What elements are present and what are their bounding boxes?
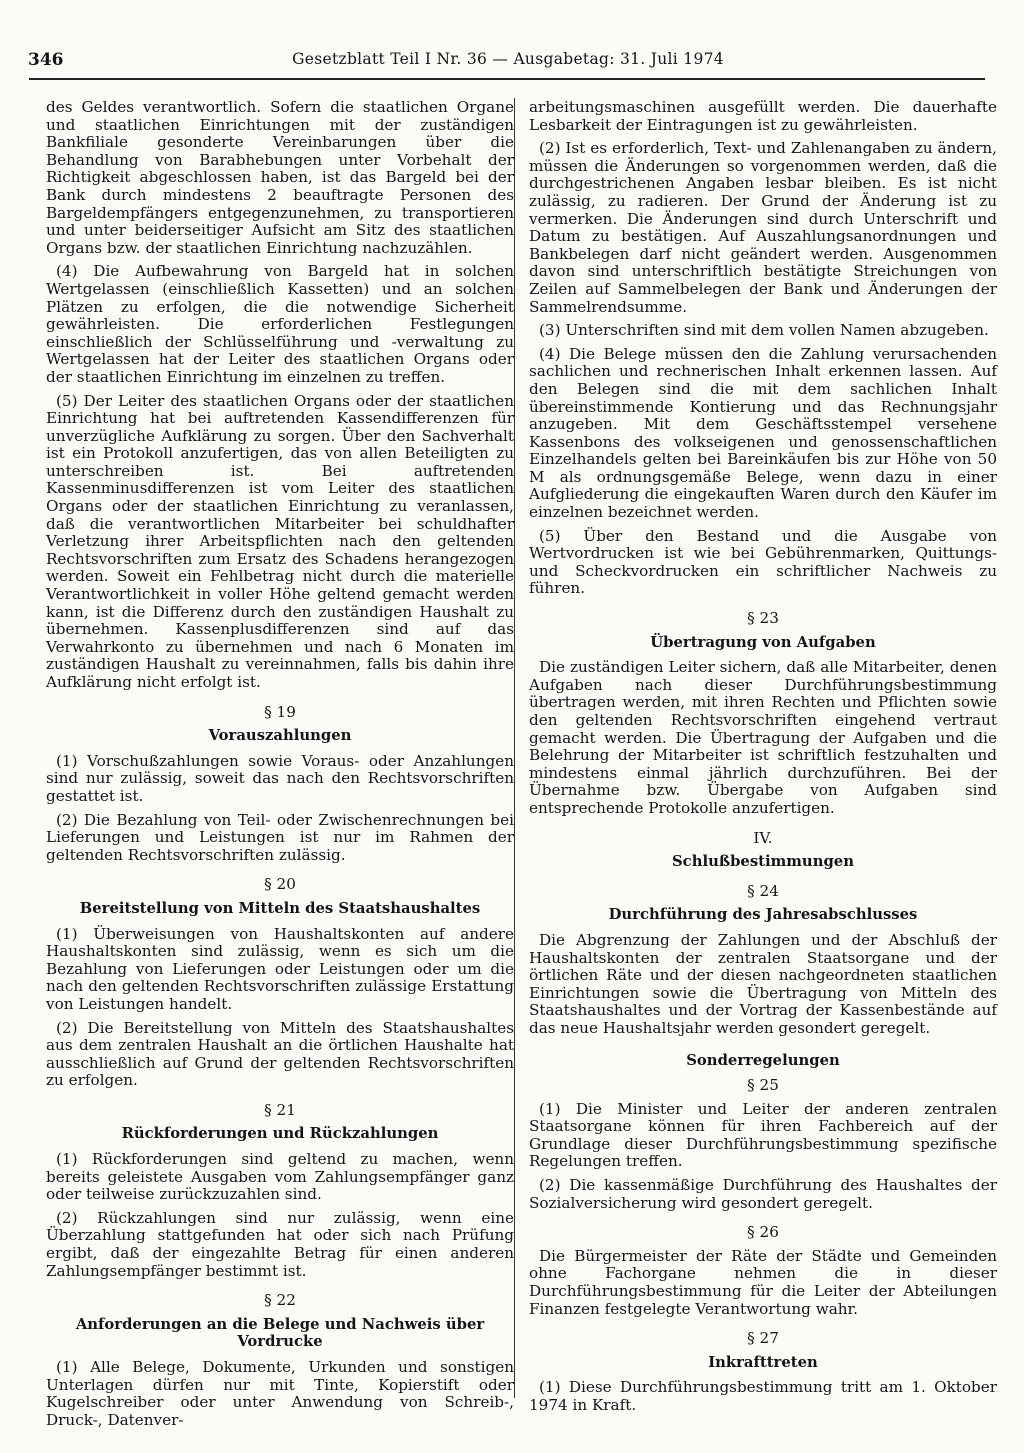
section-number: § 27: [747, 1329, 779, 1348]
paragraph: (1) Vorschußzahlungen sowie Voraus- oder Anzahlungen sind nur zulässig, soweit das nach den Rechtsvorschriften gestattet ist.: [46, 751, 514, 805]
section-number: § 24: [747, 881, 779, 900]
paragraph: (4) Die Belege müssen den die Zahlung verursachenden sachlichen und rechnerischen Inhalt erkennen lassen. Auf den Belegen sind die mit dem sachlichen Inhalt übereinstimmende Kontierung und das Rechnungsjahr anzugeben. Mit dem Geschäftsstempel versehene Kassenbons des volkseigenen und genossenschaftlichen Einzelhandels gelten bei Bareinkäufen bis zur Höhe von 50 M als ordnungsgemäße Belege, wenn dazu in einer Aufgliederung die eingekauften Waren durch den Käufer im einzelnen bezeichnet werden.: [529, 344, 997, 522]
paragraph: (2) Die Bereitstellung von Mitteln des Staatshaushaltes aus dem zentralen Haushalt an die örtlichen Haushalte hat ausschließlich auf Grund der geltenden Rechtsvorschriften zu erfolgen.: [46, 1018, 514, 1090]
page-header: [28, 50, 988, 74]
paragraph: (1) Überweisungen von Haushaltskonten auf andere Haushaltskonten sind zulässig, wenn es sich um die Bezahlung von Lieferungen oder Leistungen oder um die nach den geltenden Rechtsvorschriften zulässige Erstattung von Leistungen handelt.: [46, 924, 514, 1013]
section-number: § 26: [747, 1223, 779, 1242]
column-divider: [514, 98, 515, 1398]
paragraph: (5) Über den Bestand und die Ausgabe von Wertvordrucken ist wie bei Gebührenmarken, Quittungs- und Scheckvordrucken ein schriftlicher Nachweis zu führen.: [529, 526, 997, 598]
paragraph: (1) Alle Belege, Dokumente, Urkunden und sonstigen Unterlagen dürfen nur mit Tinte, Kopierstift oder Kugelschreiber oder unter Anwendung von Schreib-, Druck-, Datenver-: [46, 1358, 514, 1429]
paragraph: (5) Der Leiter des staatlichen Organs oder der staatlichen Einrichtung hat bei auftretenden Kassendifferenzen für unverzügliche Aufklärung zu sorgen. Über den Sachverhalt ist ein Protokoll anzufertigen, das von allen Beteiligten zu unterschreiben ist. Bei auftretenden Kassenminusdifferenzen ist vom Leiter des staatlichen Organs oder der staatlichen Einrichtung zu veranlassen, daß die verantwortlichen Mitarbeiter bei schuldhafter Verletzung ihrer Arbeitspflichten nach den geltenden Rechtsvorschriften zum Ersatz des Schadens herangezogen werden. Soweit ein Fehlbetrag nicht durch die materielle Verantwortlichkeit in voller Höhe geltend gemacht werden kann, ist die Differenz durch den zuständigen Haushalt zu übernehmen. Kassenplusdifferenzen sind auf das Verwahrkonto zu übernehmen und nach 6 Monaten im zuständigen Haushalt zu vereinnahmen, falls bis dahin ihre Aufklärung nicht erfolgt ist.: [46, 391, 514, 691]
page-number: 346: [28, 50, 64, 70]
section-number: § 19: [264, 702, 296, 721]
left-column: [46, 99, 514, 1435]
section-title: Rückforderungen und Rückzahlungen: [121, 1125, 439, 1143]
paragraph: (2) Rückzahlungen sind nur zulässig, wenn eine Überzahlung stattgefunden hat oder sich nach Prüfung ergibt, daß der eingezahlte Betrag für einen anderen Zahlungsempfänger bestimmt ist.: [46, 1208, 514, 1280]
section-title: Übertragung von Aufgaben: [650, 633, 876, 651]
section-title: Anforderungen an die Belege und Nachweis über Vordrucke: [75, 1315, 485, 1351]
right-column: [529, 99, 997, 1421]
section-title: Vorauszahlungen: [208, 727, 352, 745]
paragraph: (1) Rückforderungen sind geltend zu machen, wenn bereits geleistete Ausgaben vom Zahlungsempfänger ganz oder teilweise zurückzuzahlen sind.: [46, 1150, 514, 1204]
paragraph: (1) Die Minister und Leiter der anderen zentralen Staatsorgane können für ihren Fachbereich auf der Grundlage dieser Durchführungsbestimmung spezifische Regelungen treffen.: [529, 1099, 997, 1171]
running-head: Gesetzblatt Teil I Nr. 36 — Ausgabetag: 31. Juli 1974: [292, 50, 724, 68]
paragraph: (2) Die kassenmäßige Durchführung des Haushaltes der Sozialversicherung wird gesondert geregelt.: [529, 1176, 997, 1212]
paragraph: Die Bürgermeister der Räte der Städte und Gemeinden ohne Fachorgane nehmen die in dieser Durchführungsbestimmung für die Leiter der Abteilungen Finanzen festgelegte Verantwortung wahr.: [529, 1246, 997, 1318]
section-number: § 20: [264, 875, 296, 894]
section-title: Durchführung des Jahresabschlusses: [608, 906, 918, 924]
header-rule: [29, 78, 985, 80]
paragraph: (4) Die Aufbewahrung von Bargeld hat in solchen Wertgelassen (einschließlich Kassetten) und an solchen Plätzen zu erfolgen, die die notwendige Sicherheit gewährleisten. Die erforderlichen Festlegungen einschließlich der Schlüsselführung und -verwaltung zu Wertgelassen hat der Leiter des staatlichen Organs oder der staatlichen Einrichtung im einzelnen zu treffen.: [46, 262, 514, 386]
paragraph: des Geldes verantwortlich. Sofern die staatlichen Organe und staatlichen Einrichtungen mit der zuständigen Bankfiliale gesonderte Vereinbarungen über die Behandlung von Barabhebungen unter Vorbehalt der Richtigkeit abgeschlossen haben, ist das Bargeld bei der Bank durch mindestens 2 beauftragte Personen des Bargeldempfängers entgegenzunehmen, zu transportieren und unter beiderseitiger Aufsicht am Sitz des staatlichen Organs bzw. der staatlichen Einrichtung nachzuzählen.: [46, 98, 514, 257]
section-number: § 23: [747, 609, 779, 628]
section-title: Sonderregelungen: [686, 1051, 840, 1069]
paragraph: (2) Ist es erforderlich, Text- und Zahlenangaben zu ändern, müssen die Änderungen so vorgenommen werden, daß die durchgestrichenen Angaben lesbar bleiben. Es ist nicht zulässig, zu radieren. Der Grund der Änderung ist zu vermerken. Die Änderungen sind durch Unterschrift und Datum zu bestätigen. Auf Auszahlungsanordnungen und Bankbelegen darf nicht geändert werden. Ausgenommen davon sind unterschriftlich bestätigte Streichungen von Zeilen auf Sammelbelegen der Bank und Änderungen der Sammelrendsumme.: [529, 139, 997, 316]
section-title: Bereitstellung von Mitteln des Staatshaushaltes: [79, 899, 481, 917]
part-title: Schlußbestimmungen: [672, 853, 854, 871]
section-number: § 21: [264, 1100, 296, 1119]
paragraph: (1) Diese Durchführungsbestimmung tritt am 1. Oktober 1974 in Kraft.: [529, 1378, 997, 1414]
section-title: Inkrafttreten: [708, 1353, 818, 1371]
paragraph: Die zuständigen Leiter sichern, daß alle Mitarbeiter, denen Aufgaben nach dieser Durchführungsbestimmung übertragen werden, mit ihren Rechten und Pflichten sowie den geltenden Rechtsvorschriften eingehend vertraut gemacht werden. Die Übertragung der Aufgaben und die Belehrung der Mitarbeiter ist schriftlich festzuhalten und mindestens einmal jährlich durchzuführen. Bei der Übernahme bzw. Übergabe von Aufgaben sind entsprechende Protokolle anzufertigen.: [529, 658, 997, 817]
part-number: IV.: [753, 828, 773, 847]
paragraph: arbeitungsmaschinen ausgefüllt werden. Die dauerhafte Lesbarkeit der Eintragungen ist zu gewährleisten.: [529, 98, 997, 134]
paragraph: (2) Die Bezahlung von Teil- oder Zwischenrechnungen bei Lieferungen und Leistungen ist nur im Rahmen der geltenden Rechtsvorschriften zulässig.: [46, 810, 514, 864]
paragraph: (3) Unterschriften sind mit dem vollen Namen abzugeben.: [539, 321, 989, 340]
paragraph: Die Abgrenzung der Zahlungen und der Abschluß der Haushaltskonten der zentralen Staatsorgane und der örtlichen Räte und der diesen nachgeordneten staatlichen Einrichtungen sowie die Übertragung von Mitteln des Staatshaushaltes und der Vortrag der Kassenbestände auf das neue Haushaltsjahr werden gesondert geregelt.: [529, 930, 997, 1037]
section-number: § 22: [264, 1291, 296, 1310]
section-number: § 25: [747, 1076, 779, 1095]
